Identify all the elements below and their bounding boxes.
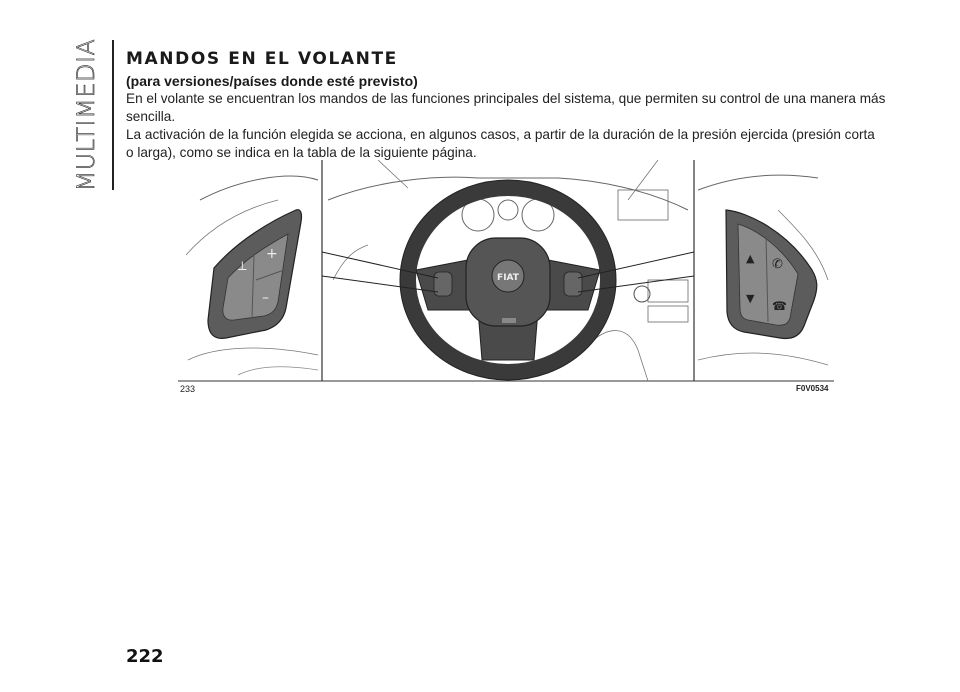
paragraph-2: La activación de la función elegida se acciona, en algunos casos, a partir de la duración de la presión ejercida (presión corta o larga), como se indica en la tabla de la siguiente página. [126,127,875,160]
svg-text:⟂: ⟂ [238,259,247,274]
steering-wheel-figure [178,160,834,382]
svg-text:▼: ▼ [746,292,755,305]
figure-illustration [178,160,834,382]
main-content [126,48,886,162]
figure-code: F0V0534 [796,384,829,393]
svg-text:–: – [262,290,269,306]
dashboard-and-wheel [328,160,688,381]
svg-text:+: + [266,246,278,262]
page-subtitle: (para versiones/países donde esté previsto) [126,73,418,89]
figure-number: 233 [180,384,196,394]
hub-logo: FIAT [497,273,519,283]
page-number: 222 [126,646,164,667]
section-tab [68,40,104,190]
right-control-detail [698,175,828,365]
paragraph-1: En el volante se encuentran los mandos de las funciones principales del sistema, que permiten su control de una manera más sencilla. [126,91,886,124]
left-control-detail [186,176,318,375]
section-divider [112,40,114,190]
svg-text:▲: ▲ [746,252,755,265]
svg-text:☎: ☎ [772,299,787,313]
page-title: MANDOS EN EL VOLANTE [126,49,398,69]
section-tab-label: MULTIMEDIA [72,38,100,192]
svg-text:✆: ✆ [772,257,783,272]
